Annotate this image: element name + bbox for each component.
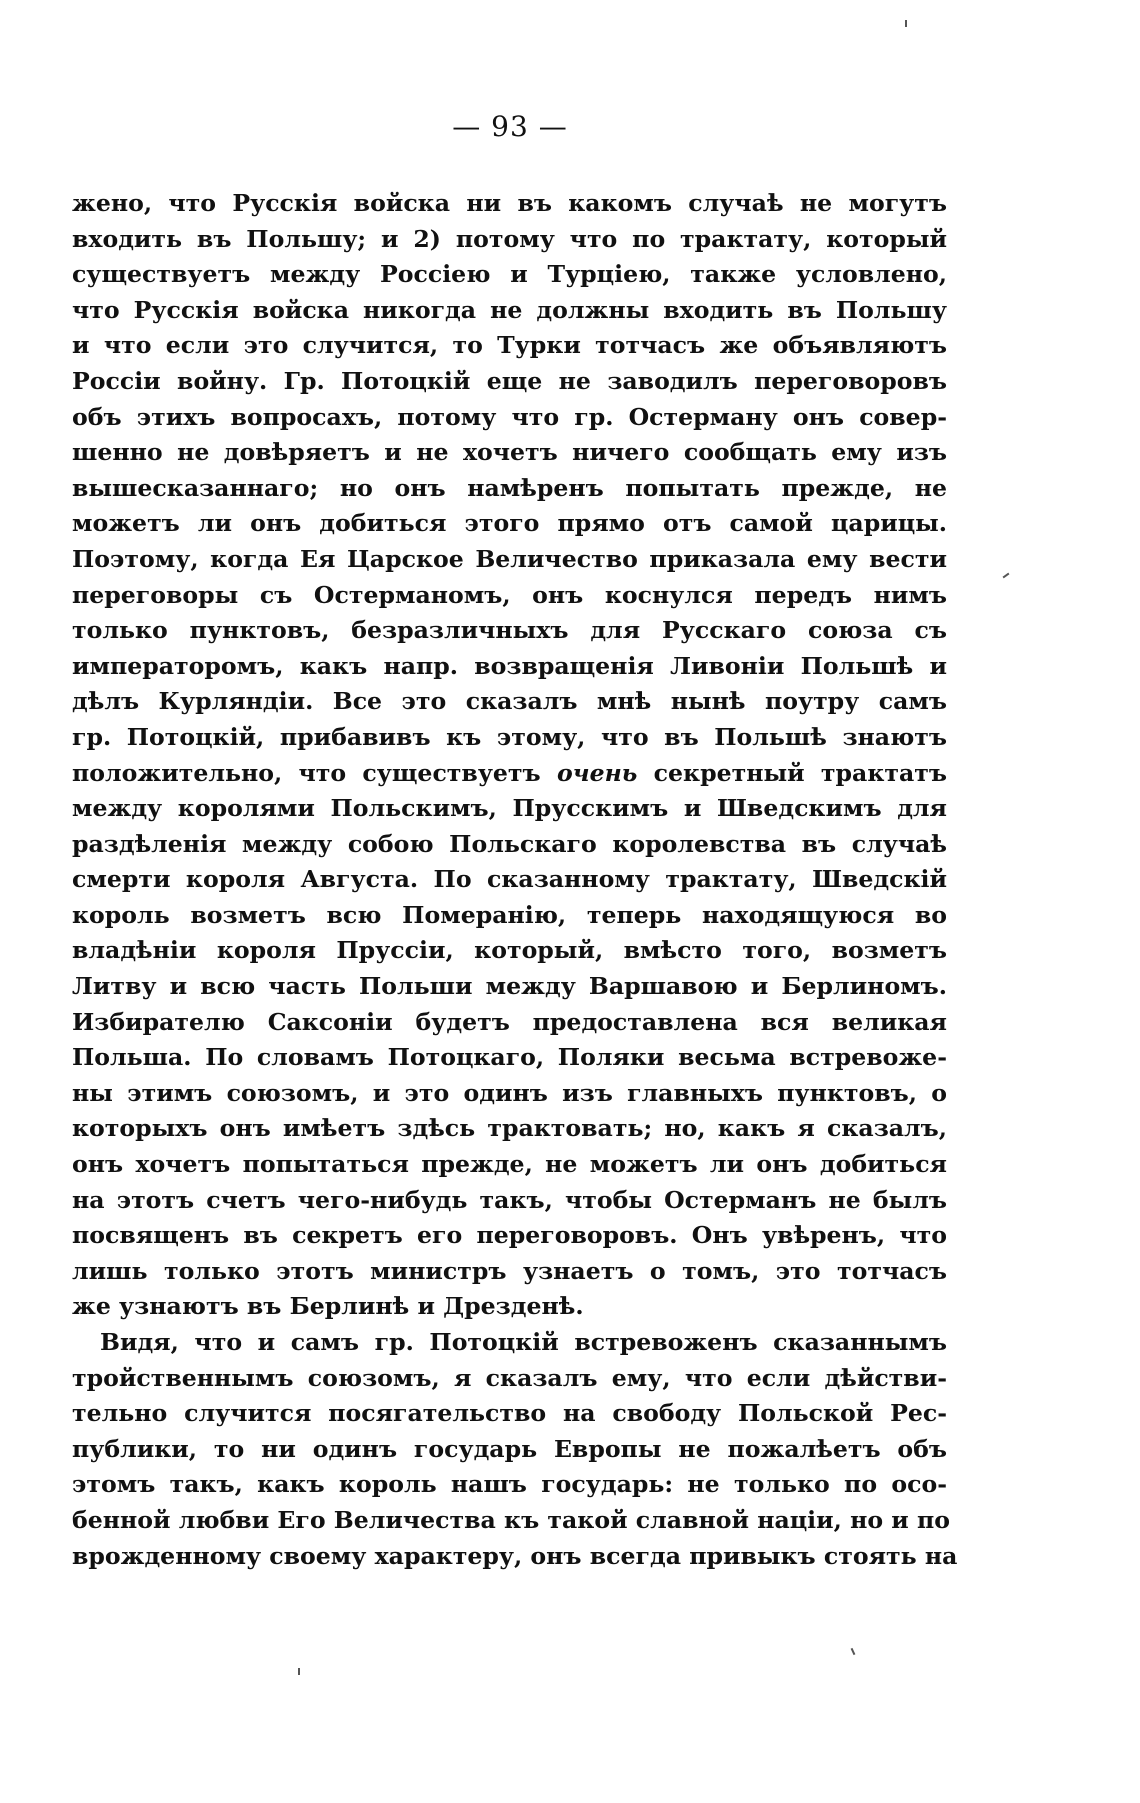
- text-line: которыхъ онъ имѣетъ здѣсь трактовать; но, какъ я сказалъ,: [72, 1114, 947, 1143]
- text-line-paragraph-end: же узнаютъ въ Берлинѣ и Дрезденѣ.: [72, 1292, 584, 1321]
- text-line: императоромъ, какъ напр. возвращенія Ливоніи Польшѣ и: [72, 651, 947, 680]
- text-segment: секретный трактатъ: [653, 758, 948, 787]
- text-line: Поэтому, когда Ея Царское Величество приказала ему вести: [72, 544, 947, 573]
- text-line: этомъ такъ, какъ король нашъ государь: не только по осо-: [72, 1470, 947, 1499]
- text-line: существуетъ между Россіею и Турціею, также условлено,: [72, 260, 947, 289]
- text-line: вышесказаннаго; но онъ намѣренъ попытать прежде, не: [72, 473, 947, 502]
- text-line: объ этихъ вопросахъ, потому что гр. Остерману онъ совер-: [72, 402, 947, 431]
- text-line: раздѣленія между собою Польскаго королевства въ случаѣ: [72, 829, 947, 858]
- text-line: шенно не довѣряетъ и не хочетъ ничего сообщать ему изъ: [72, 438, 947, 467]
- scan-speck: [298, 1668, 300, 1675]
- text-line: владѣніи короля Пруссіи, который, вмѣсто того, возметъ: [72, 936, 947, 965]
- text-line: Литву и всю часть Польши между Варшавою и Берлиномъ.: [72, 972, 947, 1001]
- text-line: что Русскія войска никогда не должны входить въ Польшу: [72, 295, 947, 324]
- text-line: тельно случится посягательство на свободу Польской Рес-: [72, 1399, 947, 1428]
- text-line: Польша. По словамъ Потоцкаго, Поляки весьма встревоже-: [72, 1043, 947, 1072]
- body-text: [72, 186, 958, 1574]
- emphasized-word: очень: [556, 758, 638, 787]
- scan-speck: [905, 20, 907, 27]
- text-line-paragraph-start: Видя, что и самъ гр. Потоцкій встревоженъ сказаннымъ: [100, 1328, 947, 1356]
- text-line: онъ хочетъ попытаться прежде, не можетъ ли онъ добиться: [72, 1150, 947, 1179]
- text-line: король возметъ всю Померанію, теперь находящуюся во: [72, 900, 947, 929]
- text-line: можетъ ли онъ добиться этого прямо отъ самой царицы.: [72, 509, 947, 538]
- text-line: между королями Польскимъ, Прусскимъ и Шведскимъ для: [72, 794, 947, 823]
- text-line: и что если это случится, то Турки тотчасъ же объявляютъ: [72, 331, 947, 360]
- text-line: Россіи войну. Гр. Потоцкій еще не заводилъ переговоровъ: [72, 366, 947, 395]
- text-line: Избирателю Саксоніи будетъ предоставлена вся великая: [72, 1007, 947, 1036]
- text-line: только пунктовъ, безразличныхъ для Русскаго союза съ: [72, 616, 947, 645]
- text-line: жено, что Русскія войска ни въ какомъ случаѣ не могутъ: [72, 189, 947, 217]
- text-line: смерти короля Августа. По сказанному трактату, Шведскій: [72, 865, 947, 894]
- scan-speck: [1003, 573, 1010, 579]
- text-line: бенной любви Его Величества къ такой славной націи, но и по: [72, 1505, 951, 1534]
- text-line: на этотъ счетъ чего-нибудь такъ, чтобы Остерманъ не былъ: [72, 1185, 947, 1214]
- page-number: — 93 —: [452, 110, 568, 143]
- text-line: ны этимъ союзомъ, и это одинъ изъ главныхъ пунктовъ, о: [72, 1078, 947, 1107]
- text-line: переговоры съ Остерманомъ, онъ коснулся передъ нимъ: [72, 580, 947, 609]
- text-line: входить въ Польшу; и 2) потому что по трактату, который: [72, 224, 947, 253]
- text-line: публики, то ни одинъ государь Европы не пожалѣетъ объ: [72, 1434, 947, 1463]
- text-line: врожденному своему характеру, онъ всегда привыкъ стоять на: [72, 1541, 958, 1570]
- text-line: гр. Потоцкій, прибавивъ къ этому, что въ Польшѣ знаютъ: [72, 722, 947, 751]
- scan-speck: [851, 1648, 856, 1655]
- text-line: тройственнымъ союзомъ, я сказалъ ему, что если дѣйстви-: [72, 1363, 947, 1392]
- text-line: посвященъ въ секретъ его переговоровъ. Онъ увѣренъ, что: [72, 1221, 947, 1250]
- text-line: лишь только этотъ министръ узнаетъ о томъ, это тотчасъ: [72, 1256, 947, 1285]
- text-line-with-emphasis: [72, 756, 947, 792]
- text-segment: положительно, что существуетъ: [72, 758, 541, 787]
- text-line: дѣлъ Курляндіи. Все это сказалъ мнѣ нынѣ поутру самъ: [72, 687, 947, 716]
